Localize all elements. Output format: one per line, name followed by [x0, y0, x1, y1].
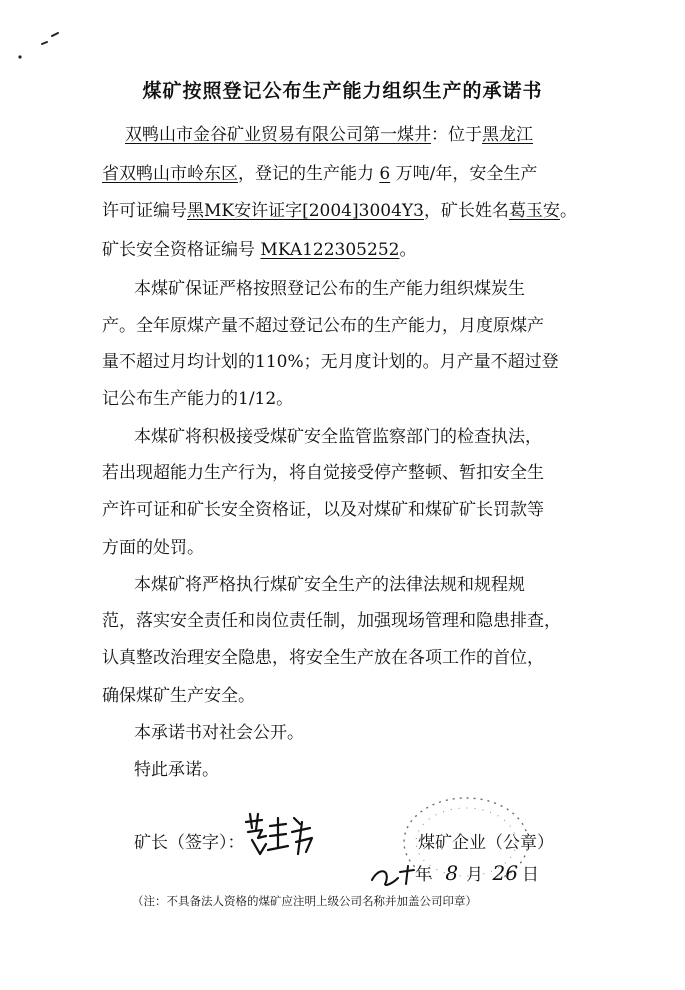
month-label: 月 [466, 865, 484, 885]
footnote: （注：不具备法人资格的煤矿应注明上级公司名称并加盖公司印章） [132, 894, 477, 908]
paragraph-2-line: 产许可证和矿长安全资格证，以及对煤矿和煤矿矿长罚款等 [102, 500, 544, 520]
paragraph-2-line: 本煤矿将积极接受煤矿安全监管监察部门的检查执法， [134, 427, 542, 447]
paragraph-2-line: 方面的处罚。 [102, 538, 204, 558]
company-name: 双鸭山市金谷矿业贸易有限公司第一煤井 [125, 125, 431, 145]
paragraph-1-line: 本煤矿保证严格按照登记公布的生产能力组织煤炭生 [134, 279, 525, 299]
header-line-3: 许可证编号黑MK安许证字[2004]3004Y3，矿长姓名葛玉安。 [102, 201, 577, 221]
date-line [415, 860, 539, 885]
handwritten-signature [240, 808, 320, 860]
header-line-2: 省双鸭山市岭东区，登记的生产能力 6 万吨/年，安全生产 [102, 164, 538, 184]
header-line-1: 双鸭山市金谷矿业贸易有限公司第一煤井：位于黑龙江 [125, 125, 533, 145]
paragraph-1-line: 产。全年原煤产量不超过登记公布的生产能力，月度原煤产 [102, 316, 544, 336]
day-label: 日 [522, 865, 539, 885]
manager-signature-label: 矿长（签字）： [134, 833, 245, 853]
paragraph-3-line: 范，落实安全责任和岗位责任制，加强现场管理和隐患排查， [102, 611, 561, 631]
scan-speck-marks [14, 30, 74, 70]
paragraph-3-line: 确保煤矿生产安全。 [102, 686, 255, 706]
permit-number: 黑MK安许证字[2004]3004Y3 [187, 201, 424, 221]
certificate-number: MKA122305252 [260, 240, 400, 260]
document-title: 煤矿按照登记公布生产能力组织生产的承诺书 [142, 80, 543, 102]
public-statement: 本承诺书对社会公开。 [134, 723, 304, 743]
capacity-value: 6 [379, 164, 391, 184]
paragraph-1-line: 量不超过月均计划的110%；无月度计划的。月产量不超过登 [102, 352, 559, 372]
paragraph-2-line: 若出现超能力生产行为，将自觉接受停产整顿、暂扣安全生 [102, 463, 544, 483]
day-value: 26 [492, 861, 518, 885]
header-line-4: 矿长安全资格证编号 MKA122305252。 [102, 240, 417, 260]
paragraph-3-line: 本煤矿将严格执行煤矿安全生产的法律法规和规程规 [134, 575, 525, 595]
manager-name: 葛玉安 [508, 201, 560, 221]
enterprise-seal-label: 煤矿企业（公章） [418, 833, 554, 853]
closing-statement: 特此承诺。 [134, 760, 219, 780]
month-value: 8 [445, 861, 459, 885]
location-district: 省双鸭山市岭东区 [102, 164, 238, 184]
year-label: 年 [415, 865, 432, 885]
location-province: 黑龙江 [482, 125, 533, 145]
paragraph-3-line: 认真整改治理安全隐患，将安全生产放在各项工作的首位， [102, 648, 544, 668]
paragraph-1-line: 记公布生产能力的1/12。 [102, 389, 294, 409]
